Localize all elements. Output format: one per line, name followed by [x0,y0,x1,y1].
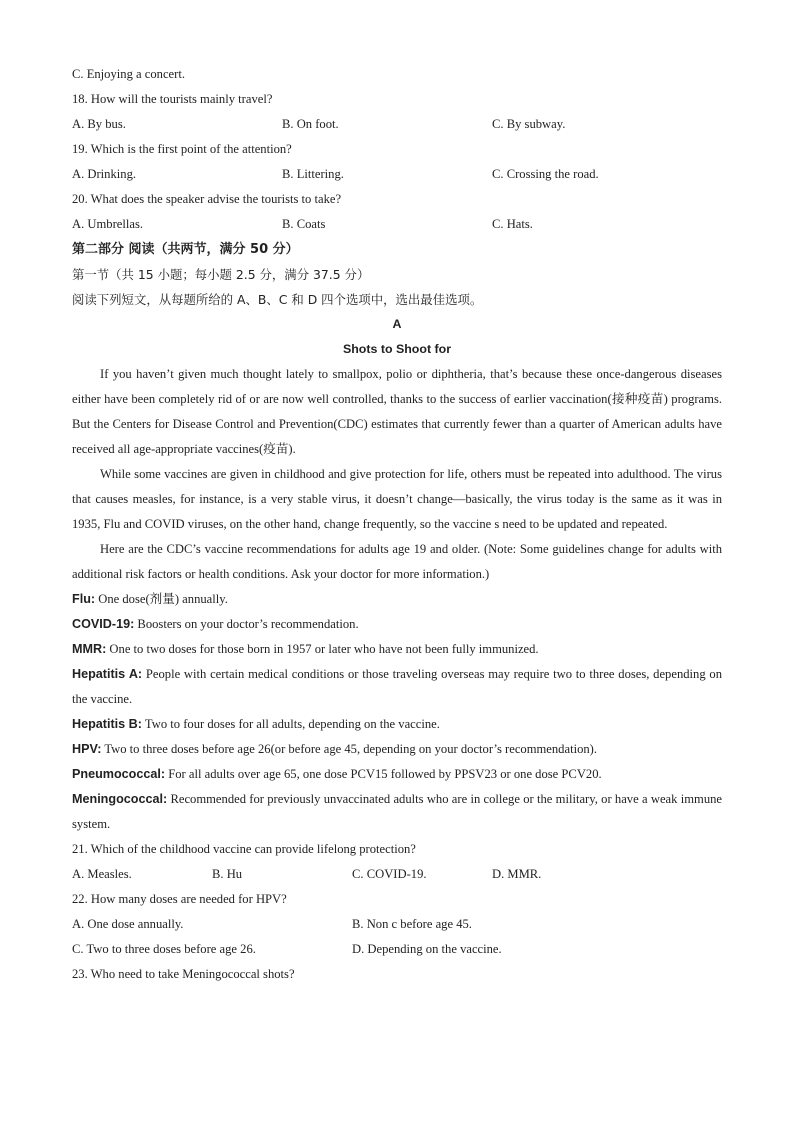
vaccine-term: MMR: [72,642,107,656]
q22-option-c: C. Two to three doses before age 26. [72,942,256,956]
vaccine-item-hpv [72,737,722,762]
vaccine-item-flu [72,587,722,612]
q22-options-row-1 [72,912,722,937]
vaccine-item-pneumococcal [72,762,722,787]
vaccine-item-mmr [72,637,722,662]
q20-option-b: B. Coats [282,217,326,231]
q20-stem: 20. What does the speaker advise the tourists to take? [72,192,342,206]
q22-option-d: D. Depending on the vaccine. [352,942,502,956]
q19-option-b: B. Littering. [282,167,344,181]
q21-option-d: D. MMR. [492,867,542,881]
section-subheading: 第一节（共 15 小题；每小题 2.5 分，满分 37.5 分） [72,267,370,282]
q18-option-b: B. On foot. [282,117,339,131]
q22-options-row-2 [72,937,722,962]
q19-stem: 19. Which is the first point of the attention? [72,142,292,156]
q21-option-a: A. Measles. [72,867,132,881]
vaccine-desc: People with certain medical conditions or those traveling overseas may require two to three doses, depending on the vaccine. [72,667,722,706]
q19-option-c: C. Crossing the road. [492,167,599,181]
q20-option-a: A. Umbrellas. [72,217,143,231]
vaccine-term: Pneumococcal: [72,767,166,781]
q18-options [72,112,722,137]
passage-paragraph-2: While some vaccines are given in childhood and give protection for life, others must be repeated into adulthood. The virus that causes measles, for instance, is a very stable virus, it doesn’t change—basically, the virus today is the same as it was in 1935, Flu and COVID viruses, on the other hand, change frequently, so the vaccine s need to be updated and repeated. [72,467,722,531]
q23-stem: 23. Who need to take Meningococcal shots? [72,967,295,981]
vaccine-term: Meningococcal: [72,792,168,806]
q17-option-c: C. Enjoying a concert. [72,67,185,81]
vaccine-term: COVID-19: [72,617,135,631]
vaccine-item-hepatitis-a [72,662,722,712]
vaccine-term: Hepatitis B: [72,717,142,731]
vaccine-item-covid [72,612,722,637]
vaccine-desc: One dose(剂量) annually. [95,592,228,606]
vaccine-desc: Two to three doses before age 26(or before age 45, depending on your doctor’s recommendation). [101,742,598,756]
q18-option-c: C. By subway. [492,117,566,131]
q19-option-a: A. Drinking. [72,167,137,181]
q21-option-c: C. COVID-19. [352,867,427,881]
q22-option-b: B. Non c before age 45. [352,917,472,931]
q21-option-b: B. Hu [212,867,243,881]
vaccine-term: Flu: [72,592,96,606]
vaccine-term: HPV: [72,742,102,756]
vaccine-desc: For all adults over age 65, one dose PCV15 followed by PPSV23 or one dose PCV20. [165,767,602,781]
vaccine-item-meningococcal [72,787,722,837]
q18-stem: 18. How will the tourists mainly travel? [72,92,273,106]
section-instruction: 阅读下列短文，从每题所给的 A、B、C 和 D 四个选项中，选出最佳选项。 [72,292,483,307]
q21-stem: 21. Which of the childhood vaccine can provide lifelong protection? [72,842,416,856]
vaccine-term: Hepatitis A: [72,667,143,681]
q19-options [72,162,722,187]
passage-title: Shots to Shoot for [342,342,452,356]
q21-options [72,862,722,887]
vaccine-desc: One to two doses for those born in 1957 or later who have not been fully immunized. [106,642,539,656]
passage-letter: A [392,317,402,331]
passage-paragraph-1: If you haven’t given much thought lately to smallpox, polio or diphtheria, that’s because these once-dangerous diseases either have been completely rid of or are now well controlled, thanks to the success of earlier vaccination(接种疫苗) programs. But the Centers for Disease Control and Prevention(CDC) estimates that currently fewer than a quarter of American adults have received all age-appropriate vaccines(疫苗). [72,367,722,456]
q22-stem: 22. How many doses are needed for HPV? [72,892,287,906]
vaccine-desc: Recommended for previously unvaccinated adults who are in college or the military, or have a weak immune system. [72,792,722,831]
q18-option-a: A. By bus. [72,117,126,131]
vaccine-item-hepatitis-b [72,712,722,737]
q20-option-c: C. Hats. [492,217,533,231]
page-content [72,62,722,987]
vaccine-desc: Two to four doses for all adults, depending on the vaccine. [141,717,440,731]
passage-paragraph-3: Here are the CDC’s vaccine recommendations for adults age 19 and older. (Note: Some guidelines change for adults with additional risk factors or health conditions. Ask your doctor for more information.) [72,542,722,581]
q22-option-a: A. One dose annually. [72,917,184,931]
q20-options [72,212,722,237]
vaccine-desc: Boosters on your doctor’s recommendation. [134,617,359,631]
section-heading: 第二部分 阅读（共两节，满分 50 分） [72,242,299,257]
